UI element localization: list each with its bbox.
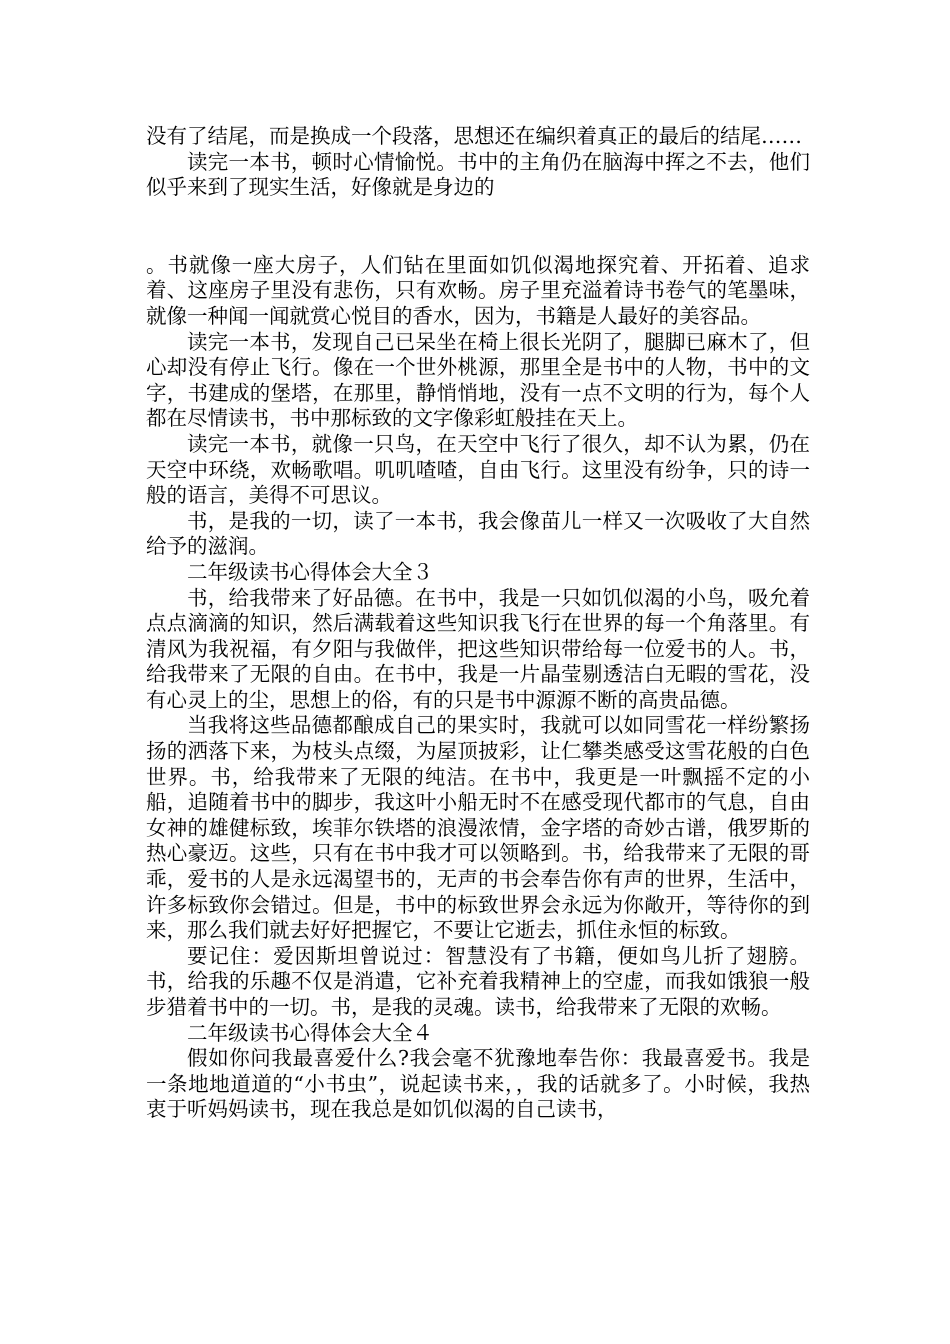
paragraph-7: 书，给我带来了好品德。在书中，我是一只如饥似渴的小鸟，吸允着点点滴滴的知识，然后满载着这些知识我飞行在世界的每一个角落里。有清风为我祝福，有夕阳与我做伴，把这些知识带给每一位爱书的人。书，给我带来了无限的自由。在书中，我是一片晶莹剔透洁白无暇的雪花，没有心灵上的尘，思想上的俗，有的只是书中源源不断的高贵品德。	[146, 585, 810, 712]
paragraph-5: 读完一本书，就像一只鸟，在天空中飞行了很久，却不认为累，仍在天空中环绕，欢畅歌唱。叽叽喳喳，自由飞行。这里没有纷争，只的诗一般的语言，美得不可思议。	[146, 431, 810, 508]
section-heading-3: 二年级读书心得体会大全３	[187, 559, 433, 584]
paragraph-4: 读完一本书，发现自己已呆坐在椅上很长光阴了，腿脚已麻木了，但心却没有停止飞行。像在一个世外桃源，那里全是书中的人物，书中的文字，书建成的堡塔，在那里，静悄悄地，没有一点不文明的行为，每个人都在尽情读书，书中那标致的文字像彩虹般挂在天上。	[146, 329, 810, 431]
paragraph-2: 读完一本书，顿时心情愉悦。书中的主角仍在脑海中挥之不去，他们似乎来到了现实生活，好像就是身边的	[146, 149, 810, 200]
paragraph-9: 要记住：爱因斯坦曾说过：智慧没有了书籍，便如鸟儿折了翅膀。书，给我的乐趣不仅是消遣，它补充着我精神上的空虚，而我如饿狼一般步猎着书中的一切。书，是我的灵魂。读书，给我带来了无限的欢畅。	[146, 943, 810, 1019]
paragraph-8: 当我将这些品德都酿成自己的果实时，我就可以如同雪花一样纷繁扬扬的洒落下来，为枝头点缀，为屋顶披彩，让仁攀类感受这雪花般的白色世界。书，给我带来了无限的纯洁。在书中，我更是一叶飘摇不定的小船，追随着书中的脚步，我这叶小船无时不在感受现代都市的气息，自由女神的雄健标致，埃菲尔铁塔的浪漫浓情，金字塔的奇妙古谱，俄罗斯的热心豪迈。这些，只有在书中我才可以领略到。书，给我带来了无限的哥乖，爱书的人是永远渴望书的，无声的书会奉告你有声的世界，生活中，许多标致你会错过。但是，书中的标致世界会永远为你敞开，等待你的到来，那么我们就去好好把握它，不要让它逝去，抓住永恒的标致。	[146, 713, 810, 943]
paragraph-3: 。书就像一座大房子，人们钻在里面如饥似渴地探究着、开拓着、追求着、这座房子里没有悲伤，只有欢畅。房子里充溢着诗书卷气的笔墨味，就像一种闻一闻就赏心悦目的香水，因为，书籍是人最好的美容品。	[146, 252, 810, 328]
document-page	[146, 124, 810, 1123]
section-heading-4: 二年级读书心得体会大全４	[187, 1020, 433, 1045]
paragraph-6: 书，是我的一切，读了一本书，我会像苗儿一样又一次吸收了大自然给予的滋润。	[146, 508, 810, 559]
paragraph-1: 没有了结尾，而是换成一个段落，思想还在编织着真正的最后的结尾……	[146, 124, 802, 148]
blank-gap	[146, 201, 810, 253]
paragraph-10: 假如你问我最喜爱什么?我会毫不犹豫地奉告你：我最喜爱书。我是一条地地道道的“小书虫”，说起读书来，，我的话就多了。小时候，我热衷于听妈妈读书，现在我总是如饥似渴的自己读书，	[146, 1046, 810, 1122]
